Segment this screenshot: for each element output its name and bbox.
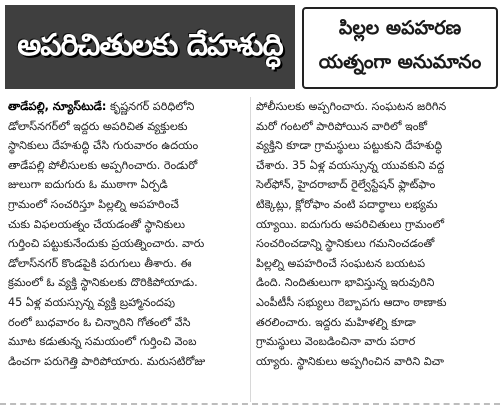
headline: అపరిచితులకు దేహశుద్ధి (17, 28, 283, 63)
article-line: 45 ఏళ్ల వయస్సున్న వ్యక్తి బ్రహ్మానందపు (8, 295, 176, 309)
article-line: క్రమంలో ఓ వ్యక్తి స్థానికులకు దొరికిపోయాడు. (8, 276, 198, 290)
dateline: తాడేపల్లి, న్యూస్‌టుడే: (8, 100, 107, 113)
headline-banner (5, 5, 295, 89)
article-line: టిక్కెట్లు, క్లోరోఫాం వంటి పదార్థాలు లభ్యమ (256, 197, 438, 211)
article-line: వ్యక్తిని కూడా గ్రామస్థులు పట్టుకుని దేహశుద్ధి (256, 139, 443, 153)
article-line: య్యాయి. ఐదుగురు అపరిచితులు గ్రామంలో (256, 217, 444, 231)
article-line: గుర్తించి పట్టుకునేందుకు ప్రయత్నించారు. వారు (8, 237, 205, 251)
column-divider (250, 97, 251, 402)
article-line: డోలాస్‌నగర్ కొండపైకి పరుగులు తీశారు. ఈ (8, 256, 192, 270)
article-line: గ్రామస్థులు వెంబడించినా వారు పరార (256, 335, 416, 349)
article-line: డోలాస్‌నగర్‌లో ఇద్దరు అపరిచిత వ్యక్తులకు (8, 119, 188, 133)
article-line: సంచరించడాన్ని స్థానికులు గమనించడంతో (256, 237, 435, 251)
article-line: స్థానికులు దేహశుద్ధి చేసి గురువారం ఉదయం (8, 139, 199, 153)
subheadline-line-2: యత్నంగా అనుమానం (318, 51, 482, 73)
article-line: డింది. నిందితులుగా భావిస్తున్న ఇరువురిని (256, 276, 435, 290)
article-line: మూట కడుతున్న సమయంలో గుర్తించి వెంబ (8, 335, 197, 349)
clipping-cut-edge (0, 403, 500, 405)
subheadline-box (302, 7, 498, 89)
article-line: తరలించారు. ఇద్దరు మహిళల్ని కూడా (256, 315, 416, 329)
article-line (8, 97, 248, 117)
article-line: పోలీసులకు అప్పగించారు. సంఘటన జరిగిన (256, 100, 447, 113)
article-line: చేశారు. 35 ఏళ్ల వయస్సున్న యువకుని వద్ద (256, 158, 445, 172)
article-line: సెల్‌ఫోన్, హైదరాబాద్ రైల్వేస్టేషన్ ఫ్లాట్‌ఫాం (256, 178, 436, 192)
article-line: రంలో బుధవారం ఓ చిన్నారిని గోతంలో వేసి (8, 315, 191, 329)
article-line: మరో గంటలో పారిపోయిన వారిలో ఇంకో (256, 119, 428, 133)
article-line: తాడేపల్లి పోలీసులకు అప్పగించారు. రెండురో (8, 158, 198, 172)
article-line: గ్రామంలో సంచరిస్తూ పిల్లల్ని అపహరించే (8, 197, 179, 211)
article-line: పిల్లల్ని అపహరించే సంఘటన బయటప (256, 256, 426, 270)
article-left-column (8, 97, 248, 403)
article-line: య్యారు. స్థానికులు అప్పగించిన వారిని విచా (256, 354, 445, 368)
article-line: డించగా పరుగెత్తి పారిపోయారు. మరుసటిరోజు (8, 354, 206, 368)
article-right-column (256, 97, 496, 403)
article-line: ఎంపీటీసీ సభ్యులు రెబ్బాపగు ఆదాం ఠాణాకు (256, 295, 447, 309)
article-line-text: కృష్ణనగర్ పరిధిలోని (109, 100, 195, 113)
article-line: జులుగా ఐదుగురు ఓ ముఠాగా ఏర్పడి (8, 178, 168, 192)
article-line: చుకు విఫలయత్నం చేయడంతో స్థానికులు (8, 217, 185, 231)
subheadline-line-1: పిల్లల అపహరణ (338, 17, 462, 39)
